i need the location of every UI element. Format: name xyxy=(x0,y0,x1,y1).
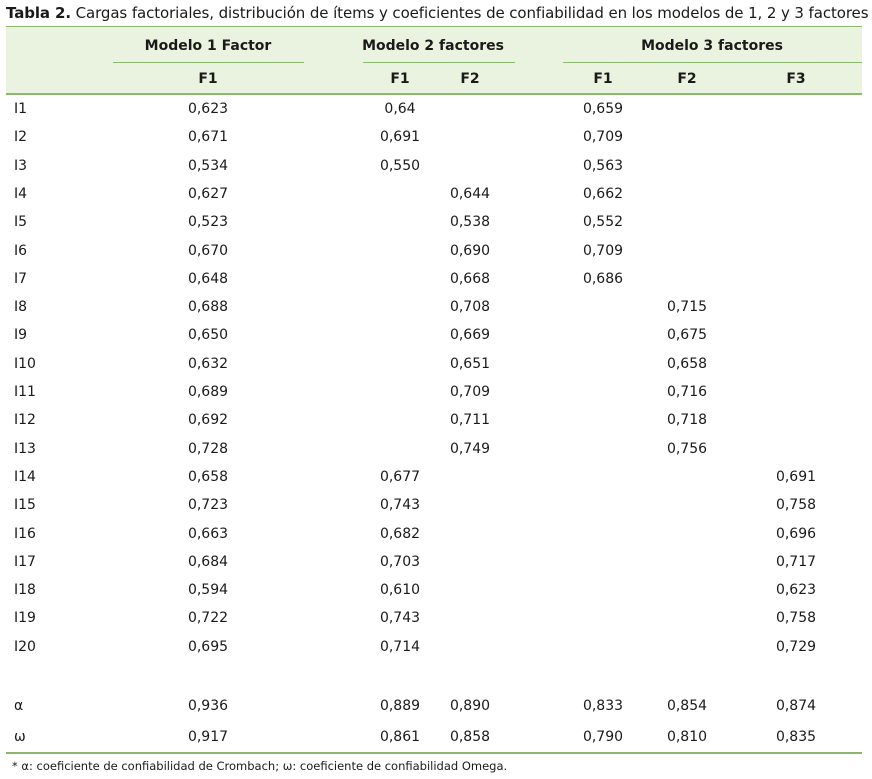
loading-cell: 0,709 xyxy=(449,384,491,400)
loading-cell: 0,650 xyxy=(187,327,229,343)
top-rule xyxy=(6,26,862,27)
row-label: I11 xyxy=(14,384,36,400)
row-label: I19 xyxy=(14,610,36,626)
loading-cell: 0,690 xyxy=(449,243,491,259)
loading-cell: 0,523 xyxy=(187,214,229,230)
loading-cell: 0,644 xyxy=(449,186,491,202)
group-header-modelo-2: Modelo 2 factores xyxy=(362,38,504,54)
loading-cell: 0,833 xyxy=(582,698,624,714)
row-label: I20 xyxy=(14,639,36,655)
loading-cell: 0,889 xyxy=(379,698,421,714)
loading-cell: 0,675 xyxy=(666,327,708,343)
loading-cell: 0,668 xyxy=(449,271,491,287)
loading-cell: 0,716 xyxy=(666,384,708,400)
loading-cell: 0,717 xyxy=(775,554,817,570)
header-bottom-rule xyxy=(6,93,862,95)
loading-cell: 0,692 xyxy=(187,412,229,428)
subheader-m2-f2: F2 xyxy=(460,71,480,87)
loading-cell: 0,610 xyxy=(379,582,421,598)
row-label: α xyxy=(14,698,24,714)
row-label: I10 xyxy=(14,356,36,372)
row-label: I8 xyxy=(14,299,28,315)
bottom-rule xyxy=(6,752,862,754)
loading-cell: 0,552 xyxy=(582,214,624,230)
loading-cell: 0,936 xyxy=(187,698,229,714)
loading-cell: 0,790 xyxy=(582,729,624,745)
row-label: I2 xyxy=(14,129,28,145)
loading-cell: 0,671 xyxy=(187,129,229,145)
row-label: I1 xyxy=(14,101,28,117)
loading-cell: 0,691 xyxy=(775,469,817,485)
loading-cell: 0,861 xyxy=(379,729,421,745)
group-rule-modelo-3 xyxy=(563,62,862,63)
loading-cell: 0,623 xyxy=(775,582,817,598)
table-caption xyxy=(6,2,868,24)
loading-cell: 0,684 xyxy=(187,554,229,570)
loading-cell: 0,758 xyxy=(775,610,817,626)
loading-cell: 0,718 xyxy=(666,412,708,428)
loading-cell: 0,810 xyxy=(666,729,708,745)
loading-cell: 0,709 xyxy=(582,243,624,259)
row-label: I15 xyxy=(14,497,36,513)
loading-cell: 0,651 xyxy=(449,356,491,372)
loading-cell: 0,703 xyxy=(379,554,421,570)
loading-cell: 0,711 xyxy=(449,412,491,428)
row-label: I17 xyxy=(14,554,36,570)
row-label: I3 xyxy=(14,158,28,174)
loading-cell: 0,874 xyxy=(775,698,817,714)
loading-cell: 0,658 xyxy=(666,356,708,372)
loading-cell: 0,669 xyxy=(449,327,491,343)
row-label: I13 xyxy=(14,441,36,457)
loading-cell: 0,729 xyxy=(775,639,817,655)
loading-cell: 0,696 xyxy=(775,526,817,542)
row-label: I9 xyxy=(14,327,28,343)
loading-cell: 0,835 xyxy=(775,729,817,745)
group-rule-modelo-1 xyxy=(113,62,304,63)
loading-cell: 0,534 xyxy=(187,158,229,174)
row-label: I18 xyxy=(14,582,36,598)
loading-cell: 0,658 xyxy=(187,469,229,485)
row-label: I12 xyxy=(14,412,36,428)
table-title: Cargas factoriales, distribución de ítems y coeficientes de confiabilidad en los modelos de 1, 2 y 3 factores xyxy=(70,4,869,22)
subheader-m3-f2: F2 xyxy=(677,71,697,87)
loading-cell: 0,749 xyxy=(449,441,491,457)
subheader-m3-f3: F3 xyxy=(786,71,806,87)
loading-cell: 0,663 xyxy=(187,526,229,542)
loading-cell: 0,743 xyxy=(379,610,421,626)
loading-cell: 0,686 xyxy=(582,271,624,287)
group-header-modelo-1: Modelo 1 Factor xyxy=(144,38,272,54)
loading-cell: 0,743 xyxy=(379,497,421,513)
loading-cell: 0,538 xyxy=(449,214,491,230)
loading-cell: 0,758 xyxy=(775,497,817,513)
table-label: Tabla 2. xyxy=(6,4,71,22)
loading-cell: 0,756 xyxy=(666,441,708,457)
loading-cell: 0,627 xyxy=(187,186,229,202)
loading-cell: 0,648 xyxy=(187,271,229,287)
loading-cell: 0,688 xyxy=(187,299,229,315)
loading-cell: 0,623 xyxy=(187,101,229,117)
loading-cell: 0,714 xyxy=(379,639,421,655)
row-label: I5 xyxy=(14,214,28,230)
group-header-modelo-3: Modelo 3 factores xyxy=(641,38,783,54)
loading-cell: 0,677 xyxy=(379,469,421,485)
loading-cell: 0,890 xyxy=(449,698,491,714)
subheader-m1-f1: F1 xyxy=(198,71,218,87)
row-label: I7 xyxy=(14,271,28,287)
loading-cell: 0,709 xyxy=(582,129,624,145)
loading-cell: 0,563 xyxy=(582,158,624,174)
loading-cell: 0,695 xyxy=(187,639,229,655)
subheader-m3-f1: F1 xyxy=(593,71,613,87)
loading-cell: 0,659 xyxy=(582,101,624,117)
loading-cell: 0,550 xyxy=(379,158,421,174)
loading-cell: 0,662 xyxy=(582,186,624,202)
loading-cell: 0,722 xyxy=(187,610,229,626)
subheader-m2-f1: F1 xyxy=(390,71,410,87)
loading-cell: 0,64 xyxy=(384,101,416,117)
row-label: I14 xyxy=(14,469,36,485)
loading-cell: 0,682 xyxy=(379,526,421,542)
loading-cell: 0,858 xyxy=(449,729,491,745)
loading-cell: 0,691 xyxy=(379,129,421,145)
group-rule-modelo-2 xyxy=(363,62,515,63)
loading-cell: 0,723 xyxy=(187,497,229,513)
loading-cell: 0,689 xyxy=(187,384,229,400)
loading-cell: 0,670 xyxy=(187,243,229,259)
loading-cell: 0,917 xyxy=(187,729,229,745)
loading-cell: 0,594 xyxy=(187,582,229,598)
loading-cell: 0,728 xyxy=(187,441,229,457)
row-label: I6 xyxy=(14,243,28,259)
row-label: I16 xyxy=(14,526,36,542)
loading-cell: 0,715 xyxy=(666,299,708,315)
row-label: I4 xyxy=(14,186,28,202)
loading-cell: 0,854 xyxy=(666,698,708,714)
loading-cell: 0,632 xyxy=(187,356,229,372)
loading-cell: 0,708 xyxy=(449,299,491,315)
table-footnote: * α: coeficiente de confiabilidad de Crombach; ω: coeficiente de confiabilidad Omega. xyxy=(12,759,508,773)
row-label: ω xyxy=(14,729,26,745)
